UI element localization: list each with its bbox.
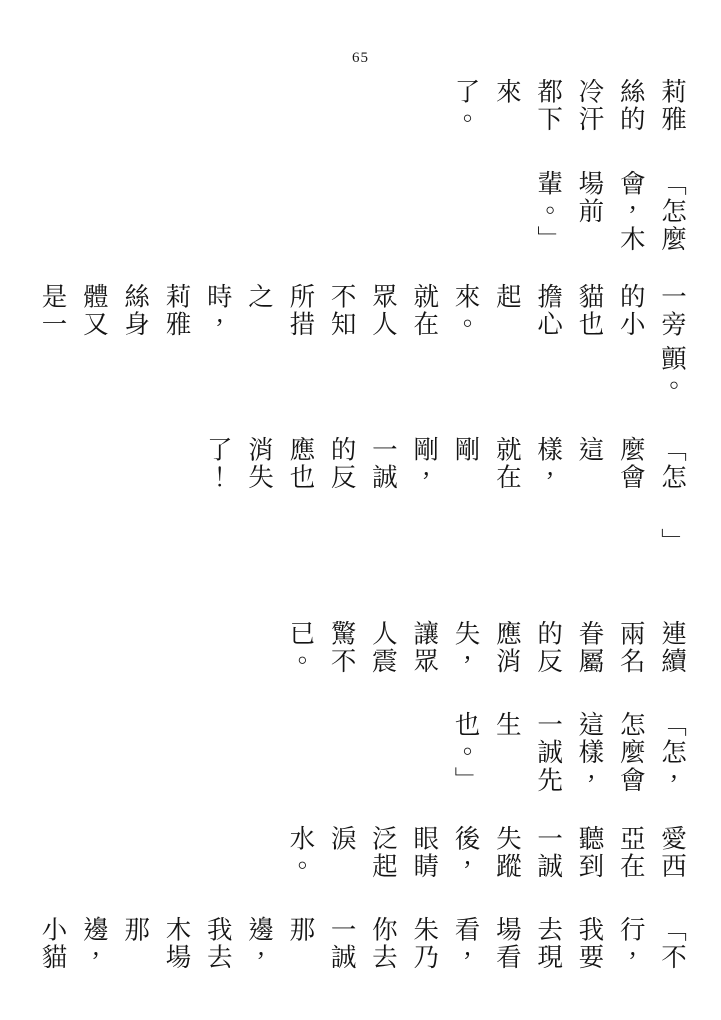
text-line: 莉雅絲的冷汗都下來了。 [451, 78, 687, 134]
text-line: 「怎麼會這樣，就在剛剛，一誠的反應也消失了！ [203, 436, 687, 492]
text-line: 一旁的小貓也擔心起來。就在眾人不知所措之時，莉雅絲身體又是一 [38, 282, 687, 339]
text-line: 」 [658, 527, 687, 556]
text-line: 「怎，怎麼會這樣，一誠先生也。」 [451, 711, 687, 795]
text-line: 連續兩名眷屬的反應消失，讓眾人震驚不已。 [286, 619, 687, 676]
body-text-block [30, 78, 693, 978]
text-line: 顫。 [658, 344, 687, 400]
text-line: 「怎麼會，木場前輩。」 [534, 169, 687, 253]
text-line: 愛西亞在聽到一誠失蹤後，眼睛泛起淚水。 [286, 824, 687, 880]
text-line: 「不行，我要去現場看看，朱乃你去一誠那邊，我去木場那邊，小貓 [38, 916, 687, 972]
page-number: 65 [352, 50, 369, 66]
